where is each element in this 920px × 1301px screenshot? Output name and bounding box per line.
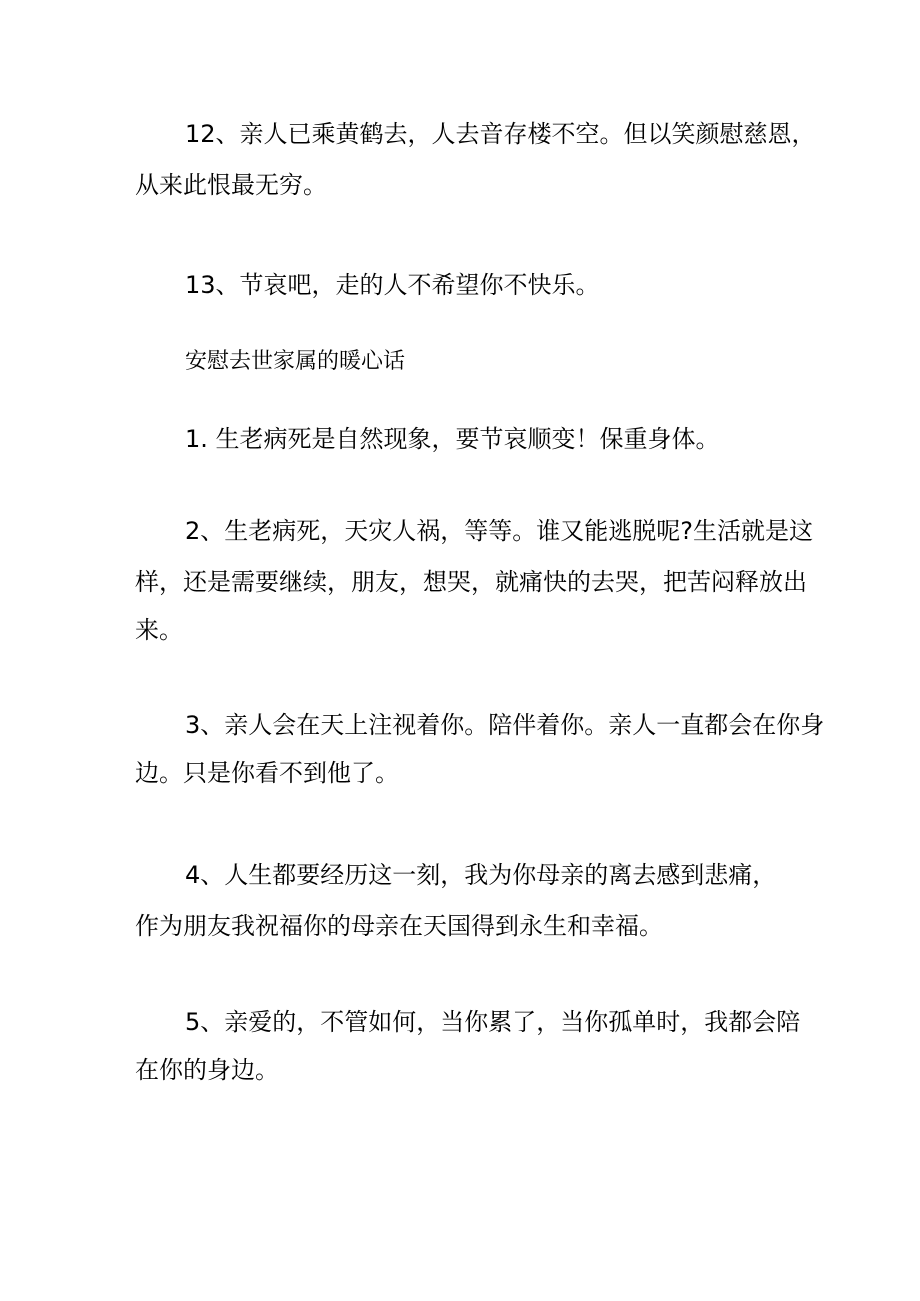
paragraph-3-line-1: 3、亲人会在天上注视着你。陪伴着你。亲人一直都会在你身 — [185, 711, 825, 739]
paragraph-4-line-1: 4、人生都要经历这一刻，我为你母亲的离去感到悲痛， — [185, 861, 777, 889]
paragraph-5-line-1: 5、亲爱的，不管如何，当你累了，当你孤单时，我都会陪 — [185, 1008, 801, 1036]
section-heading: 安慰去世家属的暖心话 — [185, 349, 406, 374]
paragraph-4-line-2: 作为朋友我祝福你的母亲在天国得到永生和幸福。 — [135, 912, 663, 940]
paragraph-1: 1. 生老病死是自然现象，要节哀顺变！保重身体。 — [185, 425, 720, 453]
paragraph-13: 13、节哀吧，走的人不希望你不快乐。 — [185, 271, 600, 299]
paragraph-2-line-3: 来。 — [135, 616, 183, 644]
paragraph-12-line-2: 从来此恨最无穷。 — [135, 171, 327, 199]
paragraph-3-line-2: 边。只是你看不到他了。 — [135, 759, 399, 787]
paragraph-5-line-2: 在你的身边。 — [135, 1056, 279, 1084]
paragraph-2-line-1: 2、生老病死，天灾人祸，等等。谁又能逃脱呢?生活就是这 — [185, 517, 814, 545]
paragraph-12-line-1: 12、亲人已乘黄鹤去，人去音存楼不空。但以笑颜慰慈恩， — [185, 120, 816, 148]
paragraph-2-line-2: 样，还是需要继续，朋友，想哭，就痛快的去哭，把苦闷释放出 — [135, 568, 807, 596]
